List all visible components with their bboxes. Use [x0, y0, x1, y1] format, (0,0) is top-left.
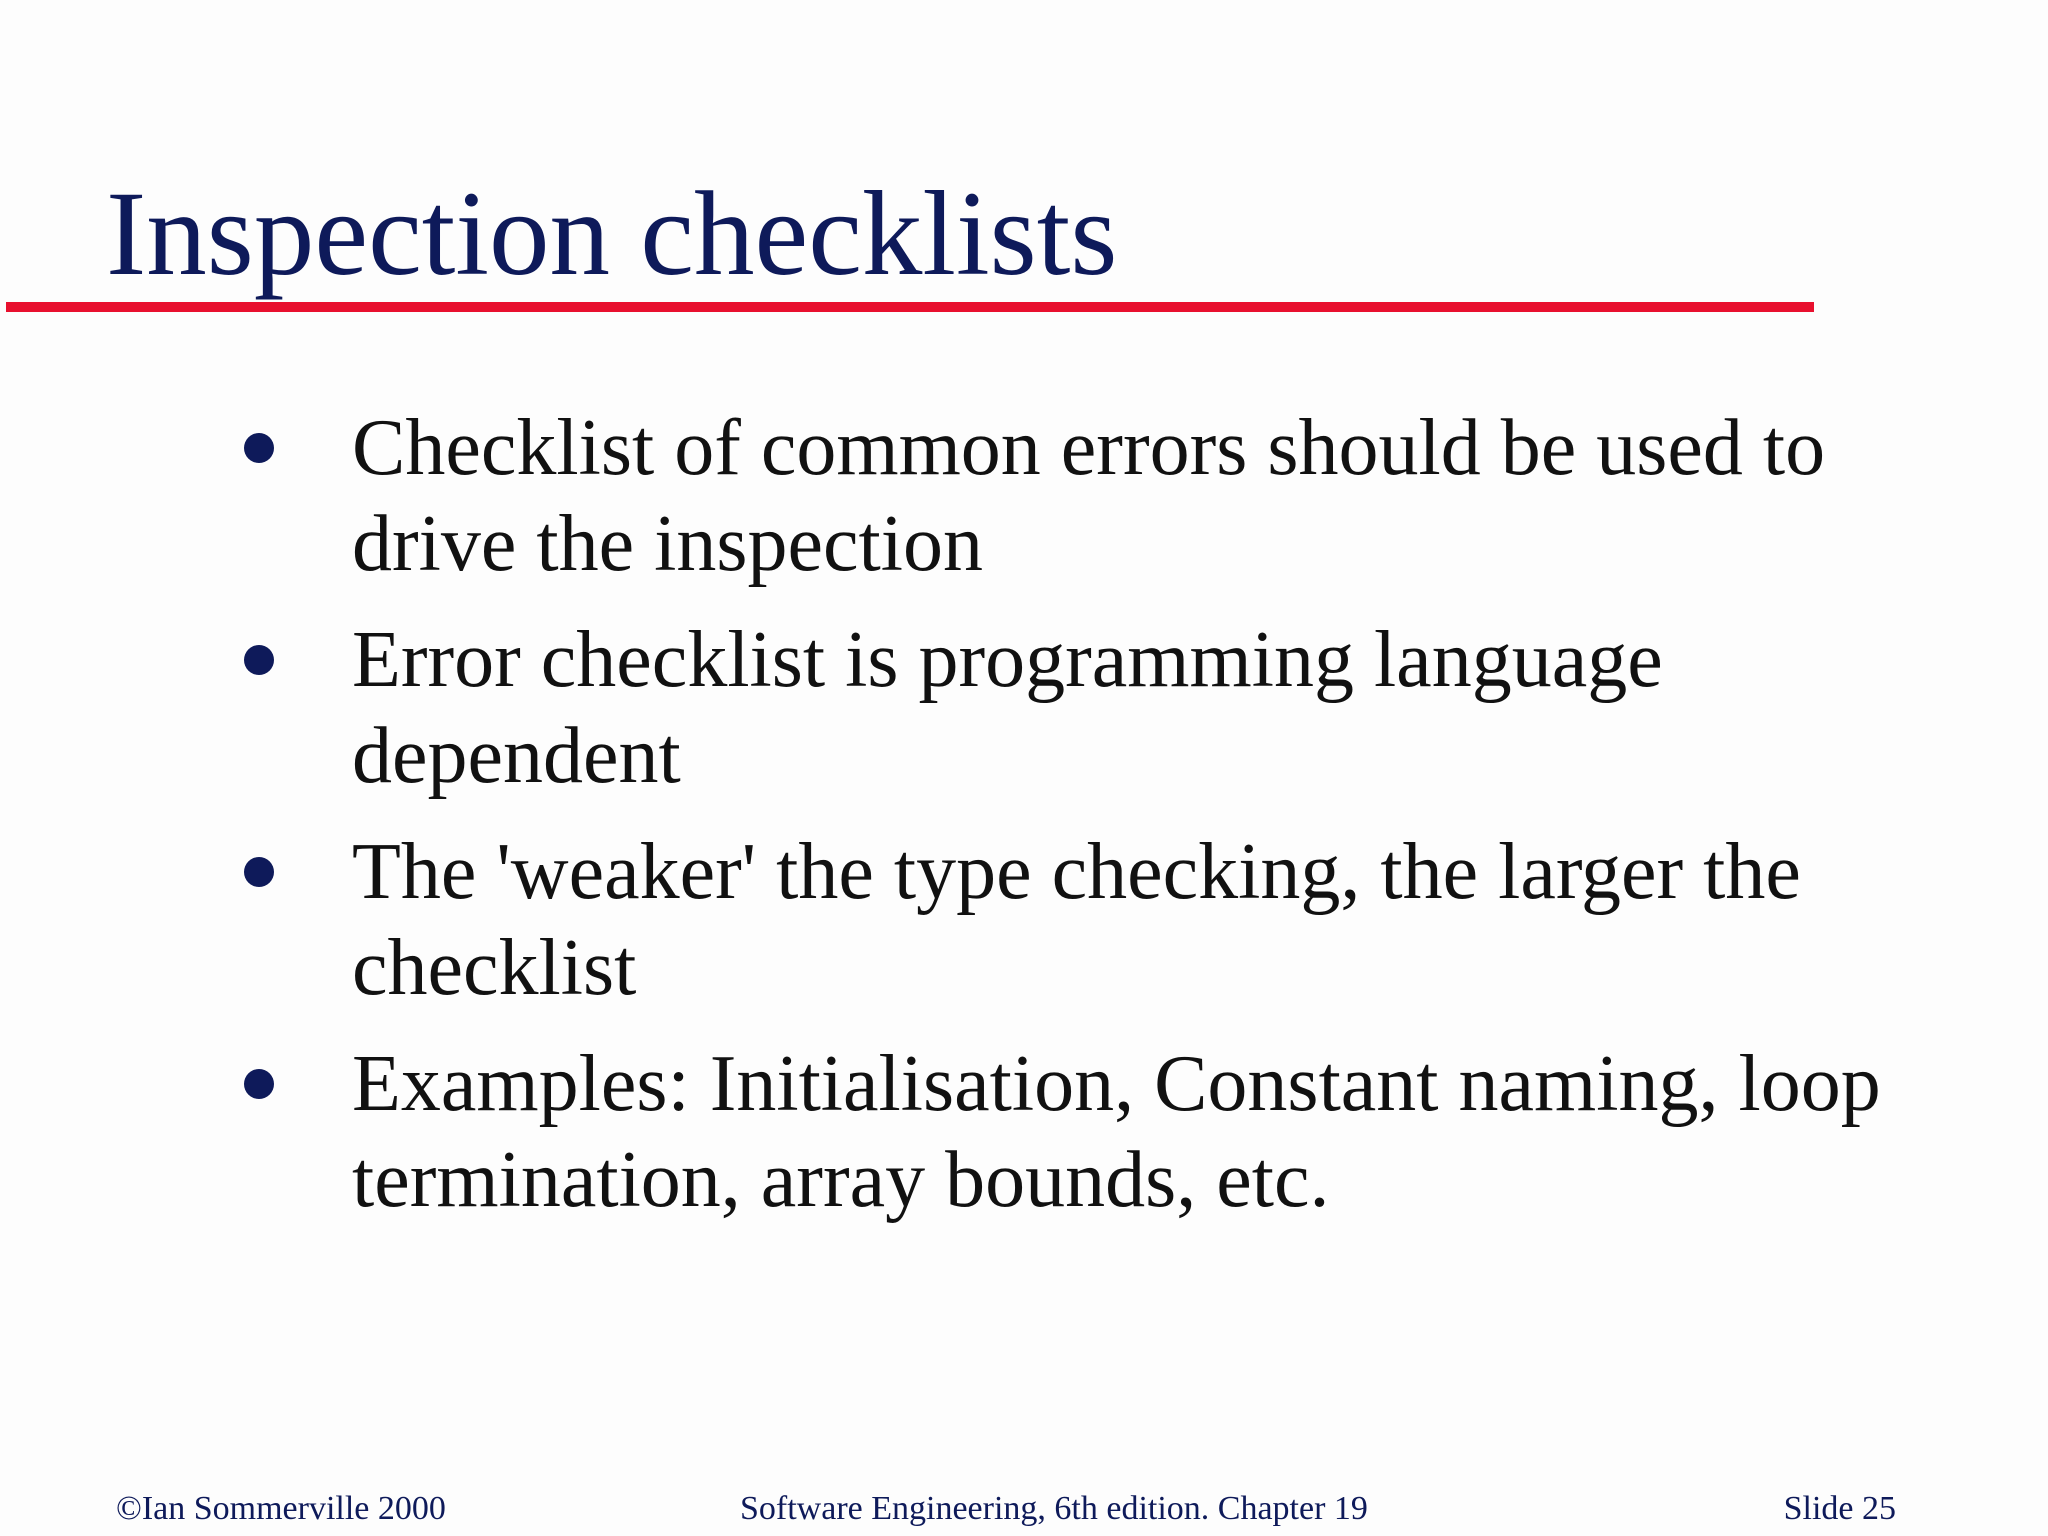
bullet-dot-icon: [244, 645, 274, 675]
bullet-dot-icon: [244, 1069, 274, 1099]
bullet-item: [234, 612, 1894, 804]
bullet-dot-icon: [244, 433, 274, 463]
bullet-dot-icon: [244, 857, 274, 887]
bullet-list: [234, 400, 1894, 1248]
bullet-item: [234, 1036, 1894, 1228]
footer-book-title: Software Engineering, 6th edition. Chapter 19: [740, 1490, 1368, 1527]
bullet-item: [234, 824, 1894, 1016]
title-underline: [6, 302, 1814, 312]
slide-title: Inspection checklists: [106, 167, 1118, 301]
footer-copyright: ©Ian Sommerville 2000: [116, 1490, 446, 1527]
bullet-text: The 'weaker' the type checking, the larger the checklist: [352, 828, 1801, 1012]
bullet-text: Error checklist is programming language dependent: [352, 616, 1663, 800]
footer-slide-number: Slide 25: [1783, 1490, 1896, 1527]
bullet-text: Checklist of common errors should be used to drive the inspection: [352, 404, 1826, 588]
bullet-text: Examples: Initialisation, Constant naming, loop termination, array bounds, etc.: [352, 1040, 1881, 1224]
bullet-item: [234, 400, 1894, 592]
